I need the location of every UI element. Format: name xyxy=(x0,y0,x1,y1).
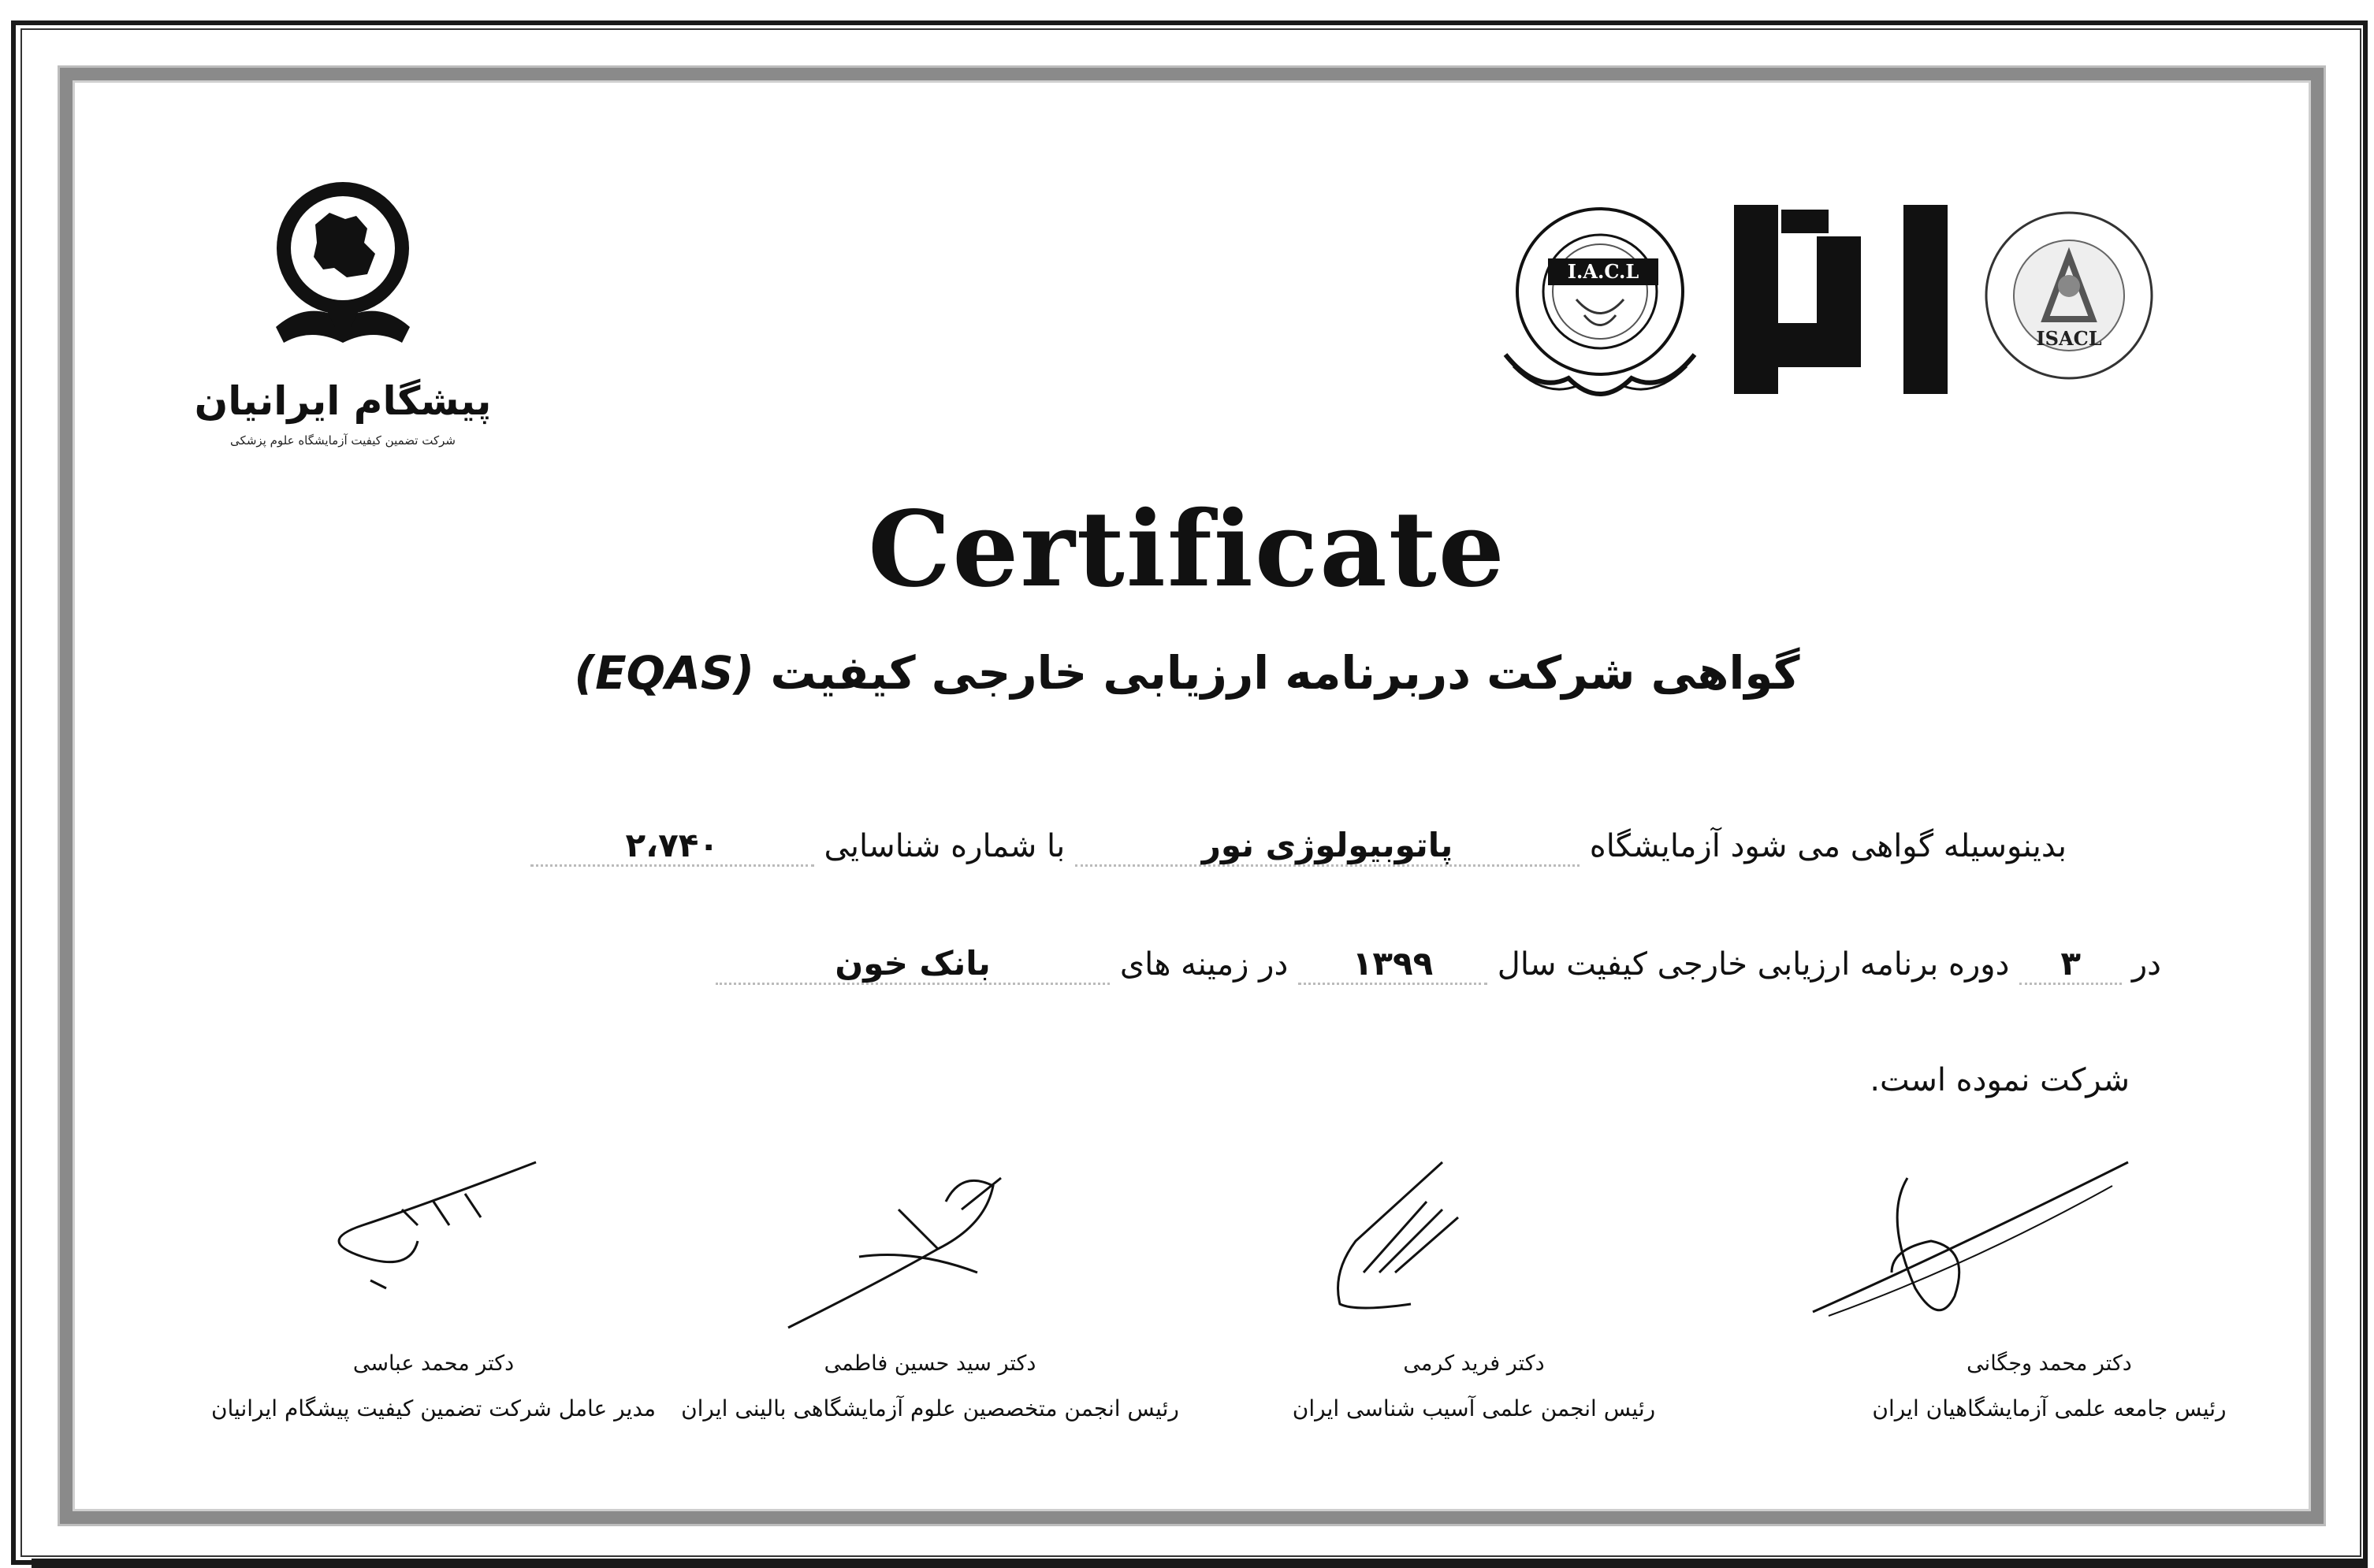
signature-3-icon xyxy=(678,1154,1182,1343)
brand-name: پیشگام ایرانیان xyxy=(194,378,492,424)
signature-2-icon xyxy=(1222,1154,1726,1343)
iacl-seal-icon xyxy=(1490,197,1710,410)
lab-name-field: پاتوبیولوژی نور xyxy=(1075,826,1580,867)
body-line-2 xyxy=(183,944,2161,985)
signer-name: دکتر فرید کرمی xyxy=(1403,1351,1545,1376)
line1-prefix: بدینوسیله گواهی می شود آزمایشگاه xyxy=(1589,828,2067,864)
signer-title: مدیر عامل شرکت تضمین کیفیت پیشگام ایرانیان xyxy=(210,1395,657,1421)
line2-prefix: در xyxy=(2131,946,2161,983)
line2-suffix: در زمینه های xyxy=(1119,946,1289,983)
iya-logo-icon xyxy=(1726,205,1955,394)
subtitle-abbr: (EQAS) xyxy=(574,646,755,700)
signature-4-icon xyxy=(181,1154,686,1343)
pishgam-iranian-logo xyxy=(189,181,497,465)
subtitle-text: گواهی شرکت دربرنامه ارزیابی خارجی کیفیت xyxy=(770,646,1800,700)
isacl-label: ISACL xyxy=(2036,327,2102,350)
body-line-1 xyxy=(293,826,2067,867)
certificate-subtitle xyxy=(0,646,2374,700)
field-of-study: بانک خون xyxy=(716,944,1110,985)
signature-1-icon xyxy=(1797,1154,2301,1343)
isacl-seal-icon xyxy=(1978,201,2160,390)
year-field: ۱۳۹۹ xyxy=(1298,944,1487,985)
signer-title: رئیس جامعه علمی آزمایشگاهیان ایران xyxy=(1872,1395,2227,1421)
iacl-logo xyxy=(1490,197,1710,410)
signer-title: رئیس انجمن متخصصین علوم آزمایشگاهی بالینی ایران xyxy=(681,1395,1179,1421)
signer-name: دکتر محمد وجگانی xyxy=(1967,1351,2132,1376)
lab-id-field: ۲،۷۴۰ xyxy=(530,826,814,867)
signer-name: دکتر محمد عباسی xyxy=(352,1351,515,1376)
iacl-label: I.A.C.L xyxy=(1548,258,1658,285)
signature-block-2 xyxy=(1222,1154,1726,1485)
isacl-logo xyxy=(1978,201,2160,390)
signature-block-3 xyxy=(678,1154,1182,1485)
body-line-3: شرکت نموده است. xyxy=(1870,1062,2130,1098)
brand-tagline: شرکت تضمین کیفیت آزمایشگاه علوم پزشکی xyxy=(230,433,456,448)
line2-middle: دوره برنامه ارزیابی خارجی کیفیت سال xyxy=(1497,946,2010,983)
signer-title: رئیس انجمن علمی آسیب شناسی ایران xyxy=(1292,1395,1656,1421)
signer-name: دکتر سید حسین فاطمی xyxy=(824,1351,1036,1376)
signature-block-1 xyxy=(1797,1154,2301,1485)
pishgam-emblem-icon xyxy=(189,181,497,378)
signature-block-4 xyxy=(181,1154,686,1485)
line1-middle: با شماره شناسایی xyxy=(824,828,1066,864)
certificate-title: Certificate xyxy=(868,489,1506,611)
round-field: ۳ xyxy=(2019,944,2122,985)
iya-logo xyxy=(1726,205,1955,394)
bottom-border-bar xyxy=(32,1559,2368,1568)
